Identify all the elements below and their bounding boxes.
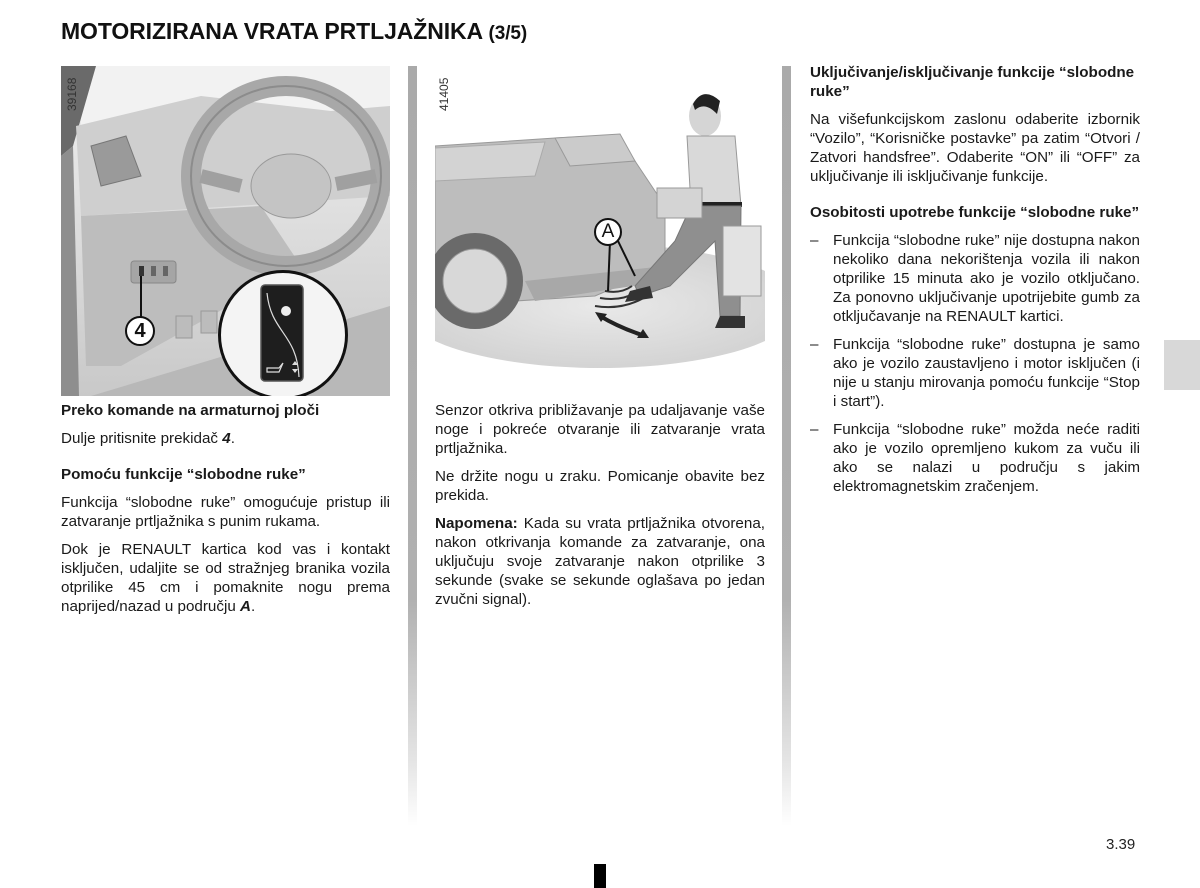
column-3 [810, 63, 1140, 505]
note-label: Napomena: [435, 515, 518, 532]
page-title-text: MOTORIZIRANA VRATA PRTLJAŽNIKA [61, 18, 483, 44]
heading-dashboard-control: Preko komande na armaturnoj ploči [61, 402, 320, 419]
paragraph-handsfree-usage: Dok je RENAULT kartica kod vas i kontakt isključen, udaljite se od stražnjeg branika vozila otprilike 45 cm i pomaknite nogu prema naprijed/nazad u području A. [61, 541, 390, 615]
column-2 [435, 401, 765, 618]
heading-usage-specifics: Osobitosti upotrebe funkcije “slobodne ruke” [810, 204, 1140, 221]
list-item: – Funkcija “slobodne ruke” dostupna je samo ako je vozilo zaustavljeno i motor isključen (i nije u stanju mirovanja pomoću funkcije “Stop i start”). [810, 336, 1140, 410]
page-title [61, 18, 527, 45]
area-reference: A [240, 598, 251, 615]
heading-enable-disable: Uključivanje/isključivanje funkcije “slobodne ruke” [810, 64, 1135, 100]
tailgate-switch-icon [221, 273, 345, 396]
chapter-tab [1164, 340, 1200, 390]
heading-handsfree-function: Pomoću funkcije “slobodne ruke” [61, 466, 306, 483]
usage-specifics-list [810, 231, 1140, 496]
figure-dashboard-switch [61, 66, 390, 396]
column-separator-2 [782, 66, 791, 826]
paragraph-handsfree-intro: Funkcija “slobodne ruke” omogućuje pristup ili zatvaranje prtljažnika s punim rukama. [61, 494, 390, 530]
figure-id: 41405 [437, 77, 451, 111]
paragraph-note: Napomena: Kada su vrata prtljažnika otvorena, nakon otkrivanja komande za zatvaranje, ona uključuju svoje zatvaranje nakon otprilike 3 sekunde (svake se sekunde oglašava po jedan zvučni signal). [435, 515, 765, 608]
paragraph-sensor: Senzor otkriva približavanje pa udaljavanje vaše noge i pokreće otvaranje ili zatvaranje vrata prtljažnika. [435, 402, 765, 457]
column-1 [61, 401, 390, 625]
page-part-indicator: (3/5) [488, 23, 528, 44]
paragraph-press-switch: Dulje pritisnite prekidač 4. [61, 430, 235, 447]
list-item: – Funkcija “slobodne ruke” nije dostupna nakon nekoliko dana nekorištenja vozila ili nakon otprilike 15 minuta ako je vozilo otključano. Za ponovno uključivanje upotrijebite gumb za otključavanje na RENAULT kartici. [810, 232, 1140, 325]
list-item: – Funkcija “slobodne ruke” možda neće raditi ako je vozilo opremljeno kukom za vuču ili ako se nalazi u području s jakim elektromagnetskim zračenjem. [810, 421, 1140, 495]
figure-handsfree-tailgate [435, 66, 765, 376]
paragraph-foot-motion: Ne držite nogu u zraku. Pomicanje obavite bez prekida. [435, 468, 765, 504]
paragraph-multifunction-screen: Na višefunkcijskom zaslonu odaberite izbornik “Vozilo”, “Korisničke postavke” pa zatim “Otvori / Zatvori handsfree”. Odaberite “ON” ili “OFF” za uključivanje ili isključivanje funkcije. [810, 111, 1140, 185]
page-number: 3.39 [1106, 836, 1136, 853]
switch-reference: 4 [222, 430, 231, 447]
switch-detail-inset [218, 270, 348, 396]
figure-id: 39168 [65, 77, 79, 111]
callout-A: A [594, 218, 622, 246]
callout-4: 4 [125, 316, 155, 346]
bottom-marker [594, 864, 606, 888]
column-separator-1 [408, 66, 417, 826]
